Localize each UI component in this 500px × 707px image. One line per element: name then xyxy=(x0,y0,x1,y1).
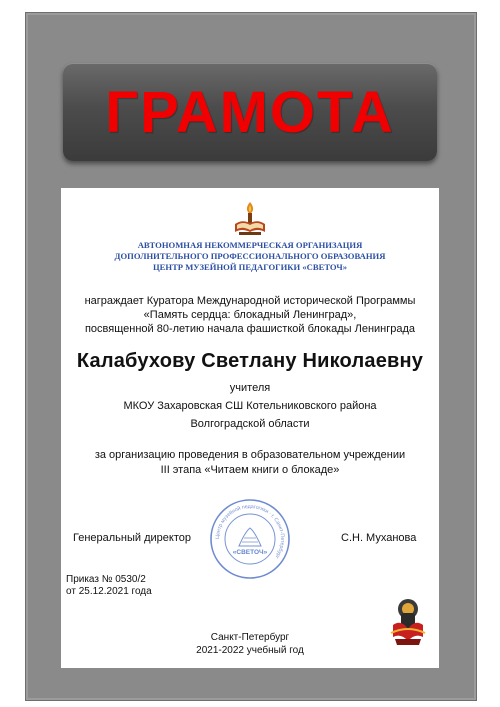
award-line-3: посвященной 80-летию начала фашисткой блокады Ленинграда xyxy=(84,323,416,335)
award-line-2: «Память сердца: блокадный Ленинград», xyxy=(143,309,357,321)
reason-line-1: за организацию проведения в образовательном учреждении xyxy=(94,449,406,461)
memorial-emblem-icon xyxy=(387,595,429,647)
certificate-title: ГРАМОТА xyxy=(105,79,395,145)
organization-logo-icon xyxy=(233,200,267,238)
seal-ring-text: Центр музейной педагогики · г. Санкт-Петербург xyxy=(214,503,286,560)
certificate-sheet xyxy=(61,188,439,668)
organization-seal-icon xyxy=(209,498,291,580)
recipient-region: Волгоградской области xyxy=(190,418,310,430)
reason-line-2: III этапа «Читаем книги о блокаде» xyxy=(160,464,340,476)
recipient-name: Калабухову Светлану Николаевну xyxy=(76,350,424,372)
order-number: Приказ № 0530/2 xyxy=(66,574,146,585)
award-line-1: награждает Куратора Международной исторической Программы xyxy=(84,295,416,307)
signature-title: Генеральный директор xyxy=(73,532,191,544)
org-line-1: АВТОНОМНАЯ НЕКОММЕРЧЕСКАЯ ОРГАНИЗАЦИЯ xyxy=(137,240,363,250)
order-date: от 25.12.2021 года xyxy=(66,586,152,597)
signature-name: С.Н. Муханова xyxy=(341,532,417,544)
recipient-role: учителя xyxy=(229,382,271,394)
footer-city: Санкт-Петербург xyxy=(210,632,290,643)
org-line-3: ЦЕНТР МУЗЕЙНОЙ ПЕДАГОГИКИ «СВЕТОЧ» xyxy=(152,262,348,272)
org-line-2: ДОПОЛНИТЕЛЬНОГО ПРОФЕССИОНАЛЬНОГО ОБРАЗОВАНИЯ xyxy=(114,251,386,261)
seal-center-text: «СВЕТОЧ» xyxy=(232,549,268,556)
footer-year: 2021-2022 учебный год xyxy=(196,645,304,656)
recipient-school: МКОУ Захаровская СШ Котельниковского района xyxy=(123,400,377,412)
title-banner xyxy=(63,63,437,161)
